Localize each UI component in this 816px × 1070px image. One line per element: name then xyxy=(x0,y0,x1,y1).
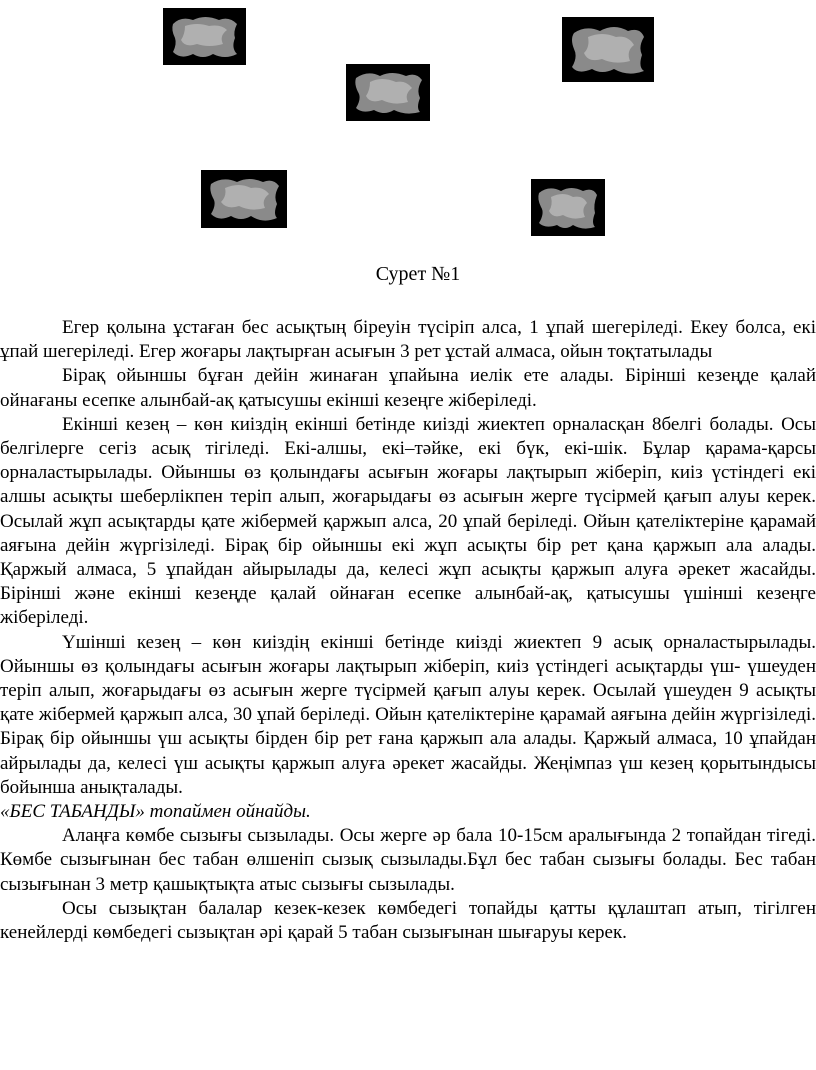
asyq-bone-image-4 xyxy=(201,170,287,228)
figure-caption: Сурет №1 xyxy=(375,263,461,285)
asyq-bone-icon xyxy=(163,8,246,65)
asyq-bone-icon xyxy=(562,17,654,82)
asyq-bone-icon xyxy=(346,64,430,121)
paragraph: Екінші кезең – көн киіздің екінші бетінде киізді жиектеп орналасқан 8белгі болады. Осы белгілерге сегіз асық тігіледі. Екі-алшы, екі–тәйке, екі бүк, екі-шік. Бұлар қарама-қарсы орналастырылады. Ойыншы өз қолындағы асығын жоғары лақтырып жіберіп, киіз үстіндегі екі алшы асықты шеберлікпен теріп алып, жоғарыдағы өз асығын жерге түсірмей қағып алуы керек. Осылай жұп асықтарды қате жібермей қаржып алса, 20 ұпай беріледі. Ойын қателіктеріне қарамай аяғына дейін жүргізіледі. Бірақ бір ойыншы екі жұп асықты бір рет қана қаржып ала алады. Қаржый алмаса, 5 ұпайдан айырылады да, келесі жұп асықты қаржып алуға әрекет жасайды. Бірінші және екінші кезеңде қалай ойнаған есепке алынбай-ақ, қатысушы үшінші кезеңге жіберіледі. xyxy=(0,413,816,629)
asyq-bone-image-2 xyxy=(346,64,430,121)
figure-area xyxy=(0,0,816,245)
paragraph: Егер қолына ұстаған бес асықтың біреуін түсіріп алса, 1 ұпай шегеріледі. Екеу болса, екі ұпай шегеріледі. Егер жоғары лақтырған асығын 3 рет ұстай алмаса, ойын тоқтатылады xyxy=(0,317,816,363)
asyq-bone-image-1 xyxy=(163,8,246,65)
paragraph: Үшінші кезең – көн киіздің екінші бетінде киізді жиектеп 9 асық орналастырылады. Ойыншы өз қолындағы асығын жоғары лақтырып жіберіп, киіз үстіндегі асықтарды үш- үшеуден теріп алып, жоғарыдағы өз асығын жерге түсірмей қағып алуы керек. Осылай үшеуден 9 асықты қате жібермей қаржып алса, 30 ұпай беріледі. Ойын қателіктеріне қарамай аяғына дейін жүргізіледі. Бірақ бір ойыншы үш асықты бірден бір рет ғана қаржып ала алады. Қаржый алмаса, 10 ұпайдан айрылады да, келесі үш асықты қаржып алуға әрекет жасайды. Жеңімпаз үш кезең қорытындысы бойынша анықталады. xyxy=(0,631,816,798)
game-heading: «БЕС ТАБАНДЫ» топаймен ойнайды. xyxy=(0,801,311,823)
document-body xyxy=(0,316,816,945)
paragraph: Алаңға көмбе сызығы сызылады. Осы жерге әр бала 10-15см аралығында 2 топайдан тігеді. Көмбе сызығынан бес табан өлшеніп сызық сызылады.Бұл бес табан сызығы болады. Бес табан сызығынан 3 метр қашықтықта атыс сызығы сызылады. xyxy=(0,825,816,895)
asyq-bone-image-5 xyxy=(531,179,605,236)
asyq-bone-image-3 xyxy=(562,17,654,82)
asyq-bone-icon xyxy=(531,179,605,236)
paragraph: Осы сызықтан балалар кезек-кезек көмбедегі топайды қатты құлаштап атып, тігілген кенейлерді көмбедегі сызықтан әрі қарай 5 табан сызығынан шығаруы керек. xyxy=(0,897,816,944)
paragraph: Бірақ ойыншы бұған дейін жинаған ұпайына иелік ете алады. Бірінші кезеңде қалай ойнағаны есепке алынбай-ақ қатысушы екінші кезеңге жіберіледі. xyxy=(0,365,816,411)
asyq-bone-icon xyxy=(201,170,287,228)
